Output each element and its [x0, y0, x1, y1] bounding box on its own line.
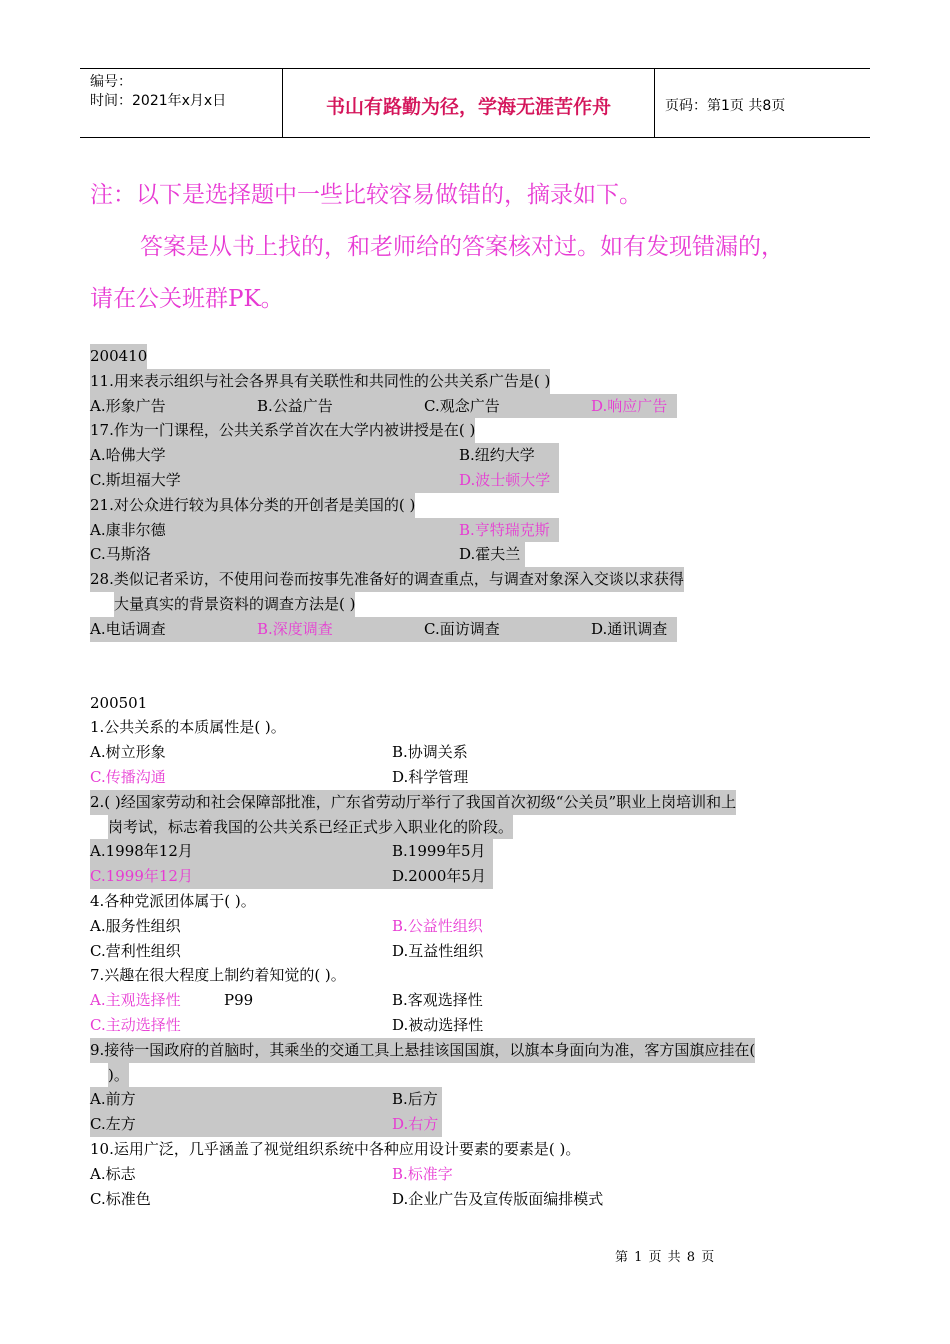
option-row: [90, 542, 870, 567]
option-row: [90, 839, 870, 864]
option-a: A.1998年12月: [90, 839, 392, 864]
option-c: C.营利性组织: [90, 941, 181, 960]
question-stem: 4.各种党派团体属于( )。: [90, 891, 256, 910]
question-stem-cont: )。: [108, 1063, 129, 1088]
option-row: [90, 939, 870, 964]
option-c: C.左方: [90, 1112, 392, 1137]
note-line-2: 答案是从书上找的，和老师给的答案核对过。如有发现错漏的，: [140, 234, 784, 260]
question-stem: 21.对公众进行较为具体分类的开创者是美国的( ): [90, 493, 415, 518]
option-c: C.观念广告: [424, 394, 591, 419]
option-b: B.1999年5月: [392, 839, 493, 864]
option-a-answer: A.主观选择性: [90, 991, 181, 1010]
question-stem: 2.( )经国家劳动和社会保障部批准，广东省劳动厅举行了我国首次初级“公关员”职业上岗培训和上: [90, 790, 736, 815]
header-motto: 书山有路勤为径，学海无涯苦作舟: [282, 69, 655, 137]
question-stem: 10.运用广泛，几乎涵盖了视觉组织系统中各种应用设计要素的要素是( )。: [90, 1139, 581, 1158]
option-row: [90, 765, 870, 790]
option-d: D.互益性组织: [392, 941, 484, 960]
question-list: [90, 344, 870, 1211]
option-row: [90, 468, 870, 493]
option-c-answer: C.传播沟通: [90, 767, 166, 786]
header-page-label: 页码：第1页 共8页: [665, 98, 786, 114]
question-stem: 9.接待一国政府的首脑时，其乘坐的交通工具上悬挂该国国旗，以旗本身面向为准，客方国旗应挂在(: [90, 1038, 755, 1063]
option-b: B.客观选择性: [392, 991, 483, 1010]
document-time-label: 时间：2021年x月x日: [90, 93, 227, 109]
option-row: [90, 443, 870, 468]
section-code: 200410: [90, 344, 147, 369]
option-row: [90, 1087, 870, 1112]
option-c: C.面访调查: [424, 617, 591, 642]
option-d: D.霍夫兰: [459, 542, 525, 567]
option-row: [90, 394, 870, 419]
option-row: [90, 914, 870, 939]
page-header: [80, 68, 870, 138]
page-footer: 第 1 页 共 8 页: [615, 1250, 716, 1265]
option-b-answer: B.标准字: [392, 1164, 453, 1183]
option-row: [90, 617, 870, 642]
option-d: D.2000年5月: [392, 864, 493, 889]
option-row: [90, 988, 870, 1013]
option-row: [90, 1112, 870, 1137]
question-stem: 1.公共关系的本质属性是( )。: [90, 718, 286, 737]
option-row: [90, 1162, 870, 1187]
option-b: B.后方: [392, 1087, 442, 1112]
option-c: C.标准色: [90, 1189, 151, 1208]
option-d-answer: D.波士顿大学: [459, 468, 559, 493]
option-row: [90, 1187, 870, 1212]
option-a: A.康非尔德: [90, 518, 459, 543]
question-stem: 17.作为一门课程，公共关系学首次在大学内被讲授是在( ): [90, 418, 475, 443]
option-row: [90, 1013, 870, 1038]
option-a: A.标志: [90, 1164, 136, 1183]
note-line-3: 请在公关班群PK。: [90, 286, 284, 312]
option-d: D.企业广告及宣传版面编排模式: [392, 1189, 604, 1208]
option-d: D.被动选择性: [392, 1015, 484, 1034]
header-left-cell: [80, 69, 282, 137]
section-code: 200501: [90, 693, 148, 712]
option-a: A.前方: [90, 1087, 392, 1112]
option-row: [90, 864, 870, 889]
option-a: A.服务性组织: [90, 916, 181, 935]
question-stem-cont: 岗考试，标志着我国的公共关系已经正式步入职业化的阶段。: [108, 815, 513, 840]
option-d-answer: D.右方: [392, 1112, 442, 1137]
option-row: [90, 740, 870, 765]
option-b: B.纽约大学: [459, 443, 559, 468]
option-a: A.哈佛大学: [90, 443, 459, 468]
option-b-answer: B.亨特瑞克斯: [459, 518, 559, 543]
question-stem-cont: 大量真实的背景资料的调查方法是( ): [114, 592, 355, 617]
option-b-answer: B.公益性组织: [392, 916, 483, 935]
option-c-answer: C.主动选择性: [90, 1015, 181, 1034]
option-row: [90, 518, 870, 543]
page-reference: P99: [224, 991, 254, 1010]
option-b: B.公益广告: [257, 394, 424, 419]
question-stem: 28.类似记者采访，不使用问卷而按事先准备好的调查重点，与调查对象深入交谈以求获得: [90, 567, 684, 592]
question-stem: 11.用来表示组织与社会各界具有关联性和共同性的公共关系广告是( ): [90, 369, 550, 394]
option-c: C.马斯洛: [90, 542, 459, 567]
option-d-answer: D.响应广告: [591, 394, 677, 419]
document-number-label: 编号：: [90, 74, 132, 90]
option-a: A.树立形象: [90, 743, 166, 762]
option-d: D.通讯调查: [591, 617, 677, 642]
option-c-answer: C.1999年12月: [90, 864, 392, 889]
option-b-answer: B.深度调查: [257, 617, 424, 642]
note-line-1: 注：以下是选择题中一些比较容易做错的，摘录如下。: [90, 182, 642, 208]
option-c: C.斯坦福大学: [90, 468, 459, 493]
option-b: B.协调关系: [392, 743, 468, 762]
option-a: A.电话调查: [90, 617, 257, 642]
question-stem: 7.兴趣在很大程度上制约着知觉的( )。: [90, 966, 346, 985]
option-d: D.科学管理: [392, 767, 469, 786]
option-a: A.形象广告: [90, 394, 257, 419]
